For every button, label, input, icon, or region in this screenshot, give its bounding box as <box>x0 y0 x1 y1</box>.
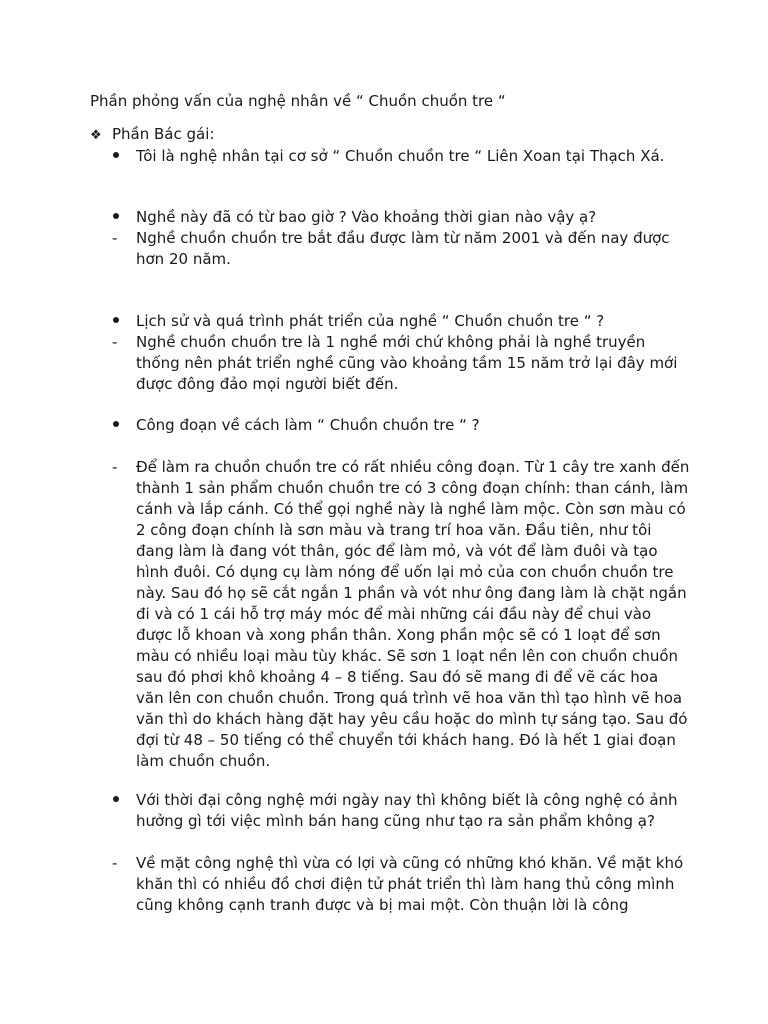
bullet-icon <box>110 790 132 811</box>
section-label: Phần Bác gái: <box>112 125 215 143</box>
answer-text: Nghề chuồn chuồn tre bắt đầu được làm từ năm 2001 và đến nay được hơn 20 năm. <box>136 229 670 268</box>
section-heading <box>90 125 214 143</box>
list-item <box>110 457 690 772</box>
document-title: Phần phỏng vấn của nghệ nhân về “ Chuồn chuồn tre “ <box>90 92 506 110</box>
list-item <box>110 790 690 832</box>
list-item <box>110 332 690 395</box>
answer-text: Về mặt công nghệ thì vừa có lợi và cũng có những khó khăn. Về mặt khó khăn thì có nhiều đồ chơi điện tử phát triển thì làm hang thủ công mình cũng không cạnh tranh được và bị mai một. Còn thuận lời là công <box>136 854 684 914</box>
question-text: Tôi là nghệ nhân tại cơ sở “ Chuồn chuồn tre “ Liên Xoan tại Thạch Xá. <box>136 147 665 165</box>
dash-marker: - <box>112 854 118 872</box>
bullet-icon <box>110 207 132 228</box>
list-item <box>110 207 690 228</box>
list-item <box>110 146 690 167</box>
answer-text: Để làm ra chuồn chuồn tre có rất nhiều công đoạn. Từ 1 cây tre xanh đến thành 1 sản phẩm chuồn chuồn tre có 3 công đoạn chính: than cánh, làm cánh và lắp cánh. Có thể gọi nghề này là nghề làm mộc. Còn sơn màu có 2 công đoạn chính là sơn màu và trang trí hoa văn. Đầu tiên, như tôi đang làm là đang vót thân, góc để làm mỏ, và vót để làm đuôi và tạo hình đuôi. Có dụng cụ làm nóng để uốn lại mỏ của con chuồn chuồn tre này. Sau đó họ sẽ cắt ngắn 1 phần và vót như ông đang làm là chặt ngắn đi và có 1 cái hỗ trợ máy móc để mài những cái đầu này để chui vào được lỗ khoan và xong phần thân. Xong phần mộc sẽ có 1 loạt để sơn màu có nhiều loại màu tùy khác. Sẽ sơn 1 loạt nền lên con chuồn chuồn sau đó phơi khô khoảng 4 – 8 tiếng. Sau đó sẽ mang đi để vẽ các hoa văn lên con chuồn chuồn. Trong quá trình vẽ hoa văn thì tạo hình vẽ hoa văn thì do khách hàng đặt hay yêu cầu hoặc do mình tự sáng tạo. Sau đó đợi từ 48 – 50 tiếng có thể chuyển tới khách hang. Đó là hết 1 giai đoạn làm chuồn chuồn. <box>136 458 690 770</box>
dash-marker: - <box>112 458 118 476</box>
question-text: Lịch sử và quá trình phát triển của nghề “ Chuồn chuồn tre “ ? <box>136 312 605 330</box>
diamond-bullet-icon: ❖ <box>90 128 102 143</box>
list-item <box>110 228 690 270</box>
dash-marker: - <box>112 229 118 247</box>
list-item <box>110 415 690 436</box>
question-text: Công đoạn về cách làm “ Chuồn chuồn tre “ ? <box>136 416 480 434</box>
question-text: Với thời đại công nghệ mới ngày nay thì không biết là công nghệ có ảnh hưởng gì tới việc mình bán hang cũng như tạo ra sản phẩm không ạ? <box>136 791 678 830</box>
dash-marker: - <box>112 333 118 351</box>
list-item <box>110 853 690 916</box>
bullet-icon <box>110 146 132 167</box>
bullet-icon <box>110 415 132 436</box>
answer-text: Nghề chuồn chuồn tre là 1 nghề mới chứ không phải là nghề truyền thống nên phát triển nghề cũng vào khoảng tầm 15 năm trở lại đây mới được đông đảo mọi người biết đến. <box>136 333 678 393</box>
question-text: Nghề này đã có từ bao giờ ? Vào khoảng thời gian nào vậy ạ? <box>136 208 597 226</box>
bullet-icon <box>110 311 132 332</box>
list-item <box>110 311 690 332</box>
